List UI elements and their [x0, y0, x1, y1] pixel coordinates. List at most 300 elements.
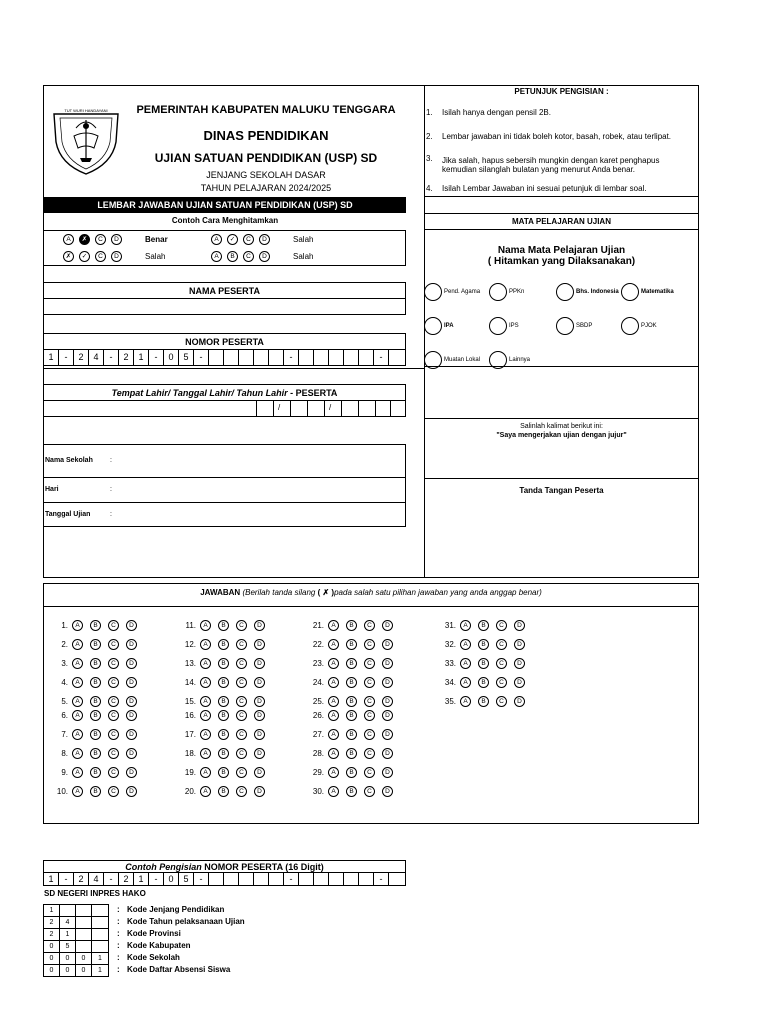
answer-bubble-b[interactable]: B — [218, 748, 229, 759]
answer-bubble-d[interactable]: D — [126, 729, 137, 740]
example-option-d: D — [111, 251, 122, 262]
answer-bubble-c[interactable]: C — [236, 710, 247, 721]
answer-bubble-b[interactable]: B — [218, 677, 229, 688]
answer-question-4 — [50, 677, 144, 688]
answer-bubble-c[interactable]: C — [108, 658, 119, 669]
code-cell: 1 — [98, 955, 102, 962]
subject-pjok[interactable]: PJOK — [621, 317, 657, 335]
answer-bubble-b[interactable]: B — [346, 658, 357, 669]
answer-bubble-d[interactable]: D — [254, 620, 265, 631]
code-cell: 0 — [60, 953, 76, 964]
answer-bubble-d[interactable]: D — [382, 639, 393, 650]
tut-wuri-emblem-icon — [46, 102, 126, 176]
answer-bubble-d[interactable]: D — [382, 729, 393, 740]
answer-bubble-b[interactable]: B — [346, 620, 357, 631]
answer-bubble-c[interactable]: C — [236, 748, 247, 759]
answer-bubble-c[interactable]: C — [108, 710, 119, 721]
subject-matematika[interactable]: Matematika — [621, 283, 674, 301]
answer-bubble-a[interactable]: A — [328, 767, 339, 778]
example-salah-label: Salah — [293, 252, 314, 261]
answer-bubble-d[interactable]: D — [254, 710, 265, 721]
answer-bubble-b[interactable]: B — [90, 677, 101, 688]
participant-number-grid[interactable] — [43, 349, 406, 366]
question-number: 13. — [184, 659, 196, 668]
answer-bubble-a[interactable]: A — [328, 710, 339, 721]
sample-number-cell — [299, 873, 314, 885]
answer-bubble-a[interactable]: A — [460, 677, 471, 688]
number-cell — [209, 350, 224, 365]
number-cell — [224, 350, 239, 365]
answer-bubble-b[interactable]: B — [478, 696, 489, 707]
code-cell — [76, 917, 92, 928]
example-salah-row-1 — [211, 234, 313, 245]
answer-bubble-a[interactable]: A — [460, 639, 471, 650]
sample-number-cell: 1 — [44, 873, 59, 885]
answer-bubble-a[interactable]: A — [328, 786, 339, 797]
answer-bubble-b[interactable]: B — [346, 786, 357, 797]
answer-bubble-b[interactable]: B — [346, 696, 357, 707]
question-number: 34. — [444, 678, 456, 687]
example-option-b-marked: ✗ — [79, 234, 90, 245]
answer-bubble-c[interactable]: C — [108, 677, 119, 688]
question-number: 25. — [312, 697, 324, 706]
birth-cell-line — [290, 401, 291, 416]
subject-bhs-indonesia[interactable]: Bhs. Indonesia — [556, 283, 619, 301]
answer-bubble-d[interactable]: D — [254, 786, 265, 797]
answer-bubble-b[interactable]: B — [90, 696, 101, 707]
sample-title-italic: Contoh Pengisian — [125, 862, 202, 872]
answer-bubble-c[interactable]: C — [108, 620, 119, 631]
subject-bubble[interactable] — [489, 317, 507, 335]
answer-bubble-a[interactable]: A — [72, 710, 83, 721]
answer-bubble-c[interactable]: C — [496, 639, 507, 650]
answer-title — [44, 588, 698, 597]
birth-field[interactable] — [43, 400, 406, 417]
answer-bubble-c[interactable]: C — [364, 677, 375, 688]
sample-number-cell: - — [284, 873, 299, 885]
answer-question-25 — [306, 696, 400, 707]
answer-title-italic-2: pada salah satu pilihan jawaban yang anda anggap benar) — [334, 588, 542, 597]
answer-bubble-c[interactable]: C — [108, 786, 119, 797]
answer-bubble-a[interactable]: A — [200, 639, 211, 650]
answer-bubble-a[interactable]: A — [200, 748, 211, 759]
answer-bubble-d[interactable]: D — [126, 677, 137, 688]
answer-bubble-a[interactable]: A — [200, 620, 211, 631]
answer-bubble-a[interactable]: A — [328, 658, 339, 669]
answer-bubble-c[interactable]: C — [364, 639, 375, 650]
example-salah-row-2 — [63, 251, 165, 262]
answer-bubble-b[interactable]: B — [90, 658, 101, 669]
answer-bubble-d[interactable]: D — [254, 729, 265, 740]
participant-name-field[interactable] — [43, 298, 406, 315]
number-cell — [254, 350, 269, 365]
instruction-text-3: Jika salah, hapus sebersih mungkin dengan karet penghapus kemudian silanglah bulatan yang menurut Anda benar. — [442, 156, 660, 174]
sample-number-cell: 0 — [164, 873, 179, 885]
answer-bubble-a[interactable]: A — [72, 748, 83, 759]
birth-cell-line — [307, 401, 308, 416]
answer-bubble-c[interactable]: C — [496, 658, 507, 669]
answer-bubble-c[interactable]: C — [236, 639, 247, 650]
answer-bubble-c[interactable]: C — [108, 748, 119, 759]
example-option-b-check: ✓ — [227, 234, 238, 245]
answer-question-27 — [306, 729, 400, 740]
code-cell — [60, 905, 76, 916]
answer-bubble-b[interactable]: B — [346, 677, 357, 688]
answer-bubble-c[interactable]: C — [236, 786, 247, 797]
subject-muatan-lokal[interactable]: Muatan Lokal — [424, 351, 480, 369]
example-option-d: D — [259, 234, 270, 245]
answer-bubble-d[interactable]: D — [514, 620, 525, 631]
honesty-separator — [424, 478, 699, 479]
code-cell: 0 — [76, 965, 92, 976]
code-cell — [76, 905, 92, 916]
code-colon: : — [117, 929, 120, 938]
answer-bubble-d[interactable]: D — [254, 767, 265, 778]
answer-bubble-b[interactable]: B — [218, 710, 229, 721]
example-option-c: C — [95, 251, 106, 262]
answer-bubble-d[interactable]: D — [382, 696, 393, 707]
question-number: 20. — [184, 787, 196, 796]
question-number: 1. — [61, 621, 68, 630]
answer-bubble-b[interactable]: B — [218, 620, 229, 631]
answer-bubble-c[interactable]: C — [236, 696, 247, 707]
answer-bubble-c[interactable]: C — [236, 658, 247, 669]
question-number: 19. — [184, 768, 196, 777]
sample-number-cell — [269, 873, 284, 885]
code-label: Kode Kabupaten — [127, 941, 191, 950]
answer-question-33 — [438, 658, 532, 669]
question-number: 14. — [184, 678, 196, 687]
answer-bubble-a[interactable]: A — [72, 729, 83, 740]
birth-label-rest: - PESERTA — [287, 388, 338, 398]
code-colon: : — [117, 905, 120, 914]
answer-bubble-c[interactable]: C — [364, 696, 375, 707]
answer-question-23 — [306, 658, 400, 669]
birth-cell-line — [390, 401, 391, 416]
subject-ppkn[interactable]: PPKn — [489, 283, 524, 301]
answer-bubble-d[interactable]: D — [126, 748, 137, 759]
birth-cell-line — [358, 401, 359, 416]
sample-number-cell: - — [149, 873, 164, 885]
answer-bubble-b[interactable]: B — [478, 620, 489, 631]
answer-bubble-a[interactable]: A — [460, 696, 471, 707]
question-number: 6. — [61, 711, 68, 720]
answer-bubble-c[interactable]: C — [236, 767, 247, 778]
answer-bubble-b[interactable]: B — [90, 729, 101, 740]
sample-number-cell — [239, 873, 254, 885]
answer-bubble-d[interactable]: D — [126, 696, 137, 707]
date-label: Tanggal Ujian — [45, 511, 91, 518]
answer-title-italic-1: (Berilah tanda silang — [242, 588, 316, 597]
sample-number-cell — [254, 873, 269, 885]
code-cell: 1 — [60, 929, 76, 940]
day-label: Hari — [45, 486, 59, 493]
answer-bubble-d[interactable]: D — [126, 620, 137, 631]
example-option-b: B — [227, 251, 238, 262]
answer-question-24 — [306, 677, 400, 688]
answer-bubble-d[interactable]: D — [514, 696, 525, 707]
answer-bubble-b[interactable]: B — [478, 658, 489, 669]
subject-ipa[interactable]: IPA — [424, 317, 454, 335]
instruction-text-4: Isilah Lembar Jawaban ini sesuai petunjuk di lembar soal. — [442, 184, 647, 193]
question-number: 4. — [61, 678, 68, 687]
instruction-separator — [424, 196, 699, 197]
answer-question-11 — [178, 620, 272, 631]
instructions-title: PETUNJUK PENGISIAN : — [514, 87, 609, 96]
answer-bubble-b[interactable]: B — [346, 729, 357, 740]
answer-question-5 — [50, 696, 144, 707]
answer-bubble-a[interactable]: A — [328, 620, 339, 631]
answer-bubble-d[interactable]: D — [126, 639, 137, 650]
subject-pend-agama[interactable]: Pend. Agama — [424, 283, 480, 301]
birth-slash: / — [329, 403, 332, 412]
answer-bubble-d[interactable]: D — [382, 710, 393, 721]
birth-cell-line — [273, 401, 274, 416]
number-cell — [314, 350, 329, 365]
question-number: 9. — [61, 768, 68, 777]
answer-bubble-d[interactable]: D — [254, 677, 265, 688]
answer-bubble-a[interactable]: A — [72, 677, 83, 688]
answer-bubble-b[interactable]: B — [90, 767, 101, 778]
answer-bubble-a[interactable]: A — [200, 696, 211, 707]
right-separator — [424, 418, 699, 419]
example-option-a: A — [211, 251, 222, 262]
number-cell — [269, 350, 284, 365]
instruction-num-3: 3. — [426, 154, 433, 163]
subject-bubble[interactable] — [621, 283, 639, 301]
answer-bubble-d[interactable]: D — [126, 767, 137, 778]
answer-bubble-c[interactable]: C — [364, 710, 375, 721]
answer-bubble-d[interactable]: D — [382, 767, 393, 778]
answer-bubble-a[interactable]: A — [72, 639, 83, 650]
subject-bubble[interactable] — [556, 283, 574, 301]
subject-ips[interactable]: IPS — [489, 317, 519, 335]
answer-bubble-d[interactable]: D — [382, 748, 393, 759]
example-salah-label: Salah — [293, 235, 314, 244]
answer-bubble-d[interactable]: D — [514, 658, 525, 669]
answer-bubble-a[interactable]: A — [72, 658, 83, 669]
subject-bubble[interactable] — [621, 317, 639, 335]
example-option-d: D — [111, 234, 122, 245]
answer-bubble-d[interactable]: D — [514, 639, 525, 650]
answer-bubble-d[interactable]: D — [514, 677, 525, 688]
sample-school-name: SD NEGERI INPRES HAKO — [44, 889, 146, 898]
answer-bubble-a[interactable]: A — [460, 658, 471, 669]
code-cell — [76, 929, 92, 940]
answer-bubble-d[interactable]: D — [126, 658, 137, 669]
question-number: 22. — [312, 640, 324, 649]
sample-number-cell — [329, 873, 344, 885]
answer-bubble-c[interactable]: C — [108, 729, 119, 740]
code-cell — [76, 941, 92, 952]
answer-bubble-b[interactable]: B — [218, 639, 229, 650]
honesty-line-1: Salinlah kalimat berikut ini: — [520, 423, 603, 430]
answer-title-bold: JAWABAN — [200, 588, 241, 597]
answer-bubble-a[interactable]: A — [328, 677, 339, 688]
answer-bubble-b[interactable]: B — [346, 767, 357, 778]
answer-bubble-a[interactable]: A — [328, 696, 339, 707]
signature-label: Tanda Tangan Peserta — [519, 486, 604, 495]
sample-number-cell — [224, 873, 239, 885]
code-cell — [92, 905, 108, 916]
example-option-a: A — [63, 234, 74, 245]
answer-bubble-b[interactable]: B — [218, 786, 229, 797]
answer-bubble-c[interactable]: C — [108, 639, 119, 650]
question-number: 2. — [61, 640, 68, 649]
answer-bubble-c[interactable]: C — [364, 729, 375, 740]
answer-bubble-b[interactable]: B — [218, 767, 229, 778]
subject-bubble[interactable] — [424, 351, 442, 369]
answer-bubble-c[interactable]: C — [236, 729, 247, 740]
sample-number-grid — [43, 872, 406, 886]
government-title: PEMERINTAH KABUPATEN MALUKU TENGGARA — [136, 104, 396, 116]
answer-bubble-a[interactable]: A — [200, 658, 211, 669]
question-number: 32. — [444, 640, 456, 649]
answer-question-26 — [306, 710, 400, 721]
answer-bubble-b[interactable]: B — [218, 696, 229, 707]
code-cell: 0 — [60, 965, 76, 976]
answer-bubble-d[interactable]: D — [254, 748, 265, 759]
answer-bubble-a[interactable]: A — [72, 620, 83, 631]
logo-caption: TUT WURI HANDAYANI — [64, 108, 108, 113]
answer-bubble-d[interactable]: D — [382, 658, 393, 669]
answer-question-9 — [50, 767, 144, 778]
answer-bubble-b[interactable]: B — [90, 748, 101, 759]
code-cell — [92, 941, 108, 952]
answer-bubble-b[interactable]: B — [346, 710, 357, 721]
example-option-c: C — [243, 251, 254, 262]
question-number: 21. — [312, 621, 324, 630]
answer-bubble-b[interactable]: B — [346, 639, 357, 650]
answer-bubble-a[interactable]: A — [328, 639, 339, 650]
school-info-box — [43, 444, 406, 527]
example-option-b-check: ✓ — [79, 251, 90, 262]
code-cell: 0 — [44, 953, 60, 964]
answer-bubble-b[interactable]: B — [218, 729, 229, 740]
subject-bubble[interactable] — [489, 283, 507, 301]
answer-bubble-c[interactable]: C — [364, 620, 375, 631]
answer-bubble-b[interactable]: B — [478, 639, 489, 650]
code-label: Kode Jenjang Pendidikan — [127, 905, 225, 914]
example-option-d: D — [259, 251, 270, 262]
answer-bubble-a[interactable]: A — [200, 710, 211, 721]
subjects-title: MATA PELAJARAN UJIAN — [425, 214, 698, 230]
answer-bubble-a[interactable]: A — [72, 696, 83, 707]
subject-sbdp[interactable]: SBDP — [556, 317, 592, 335]
answer-bubble-c[interactable]: C — [496, 620, 507, 631]
date-colon: : — [110, 511, 112, 518]
question-number: 30. — [312, 787, 324, 796]
code-cell: 2 — [44, 929, 60, 940]
answer-bubble-b[interactable]: B — [90, 620, 101, 631]
answer-bubble-d[interactable]: D — [126, 710, 137, 721]
example-benar-row — [63, 234, 168, 245]
sample-number-cell: - — [374, 873, 389, 885]
answer-bubble-d[interactable]: D — [254, 658, 265, 669]
answer-bubble-c[interactable]: C — [236, 677, 247, 688]
example-option-a-x: ✗ — [63, 251, 74, 262]
number-cell — [329, 350, 344, 365]
answer-bubble-c[interactable]: C — [108, 767, 119, 778]
answer-bubble-c[interactable]: C — [108, 696, 119, 707]
answer-bubble-a[interactable]: A — [200, 677, 211, 688]
subjects-subtitle-2: ( Hitamkan yang Dilaksanakan) — [487, 256, 636, 267]
answer-bubble-a[interactable]: A — [200, 786, 211, 797]
sample-number-cell: - — [104, 873, 119, 885]
answer-question-13 — [178, 658, 272, 669]
level-title: JENJANG SEKOLAH DASAR — [206, 170, 326, 180]
number-cell: - — [149, 350, 164, 365]
example-option-c: C — [243, 234, 254, 245]
answer-bubble-b[interactable]: B — [90, 710, 101, 721]
answer-bubble-c[interactable]: C — [364, 767, 375, 778]
subject-bubble[interactable] — [424, 317, 442, 335]
answer-bubble-a[interactable]: A — [328, 729, 339, 740]
subject-lainnya[interactable]: Lainnya — [489, 351, 530, 369]
answer-bubble-a[interactable]: A — [200, 729, 211, 740]
answer-bubble-a[interactable]: A — [460, 620, 471, 631]
answer-bubble-c[interactable]: C — [364, 658, 375, 669]
answer-bubble-c[interactable]: C — [496, 677, 507, 688]
subject-bubble[interactable] — [424, 283, 442, 301]
answer-bubble-d[interactable]: D — [126, 786, 137, 797]
answer-question-6 — [50, 710, 144, 721]
code-cell: 1 — [44, 905, 60, 916]
subject-bubble[interactable] — [556, 317, 574, 335]
example-salah-row-3 — [211, 251, 313, 262]
subject-bubble[interactable] — [489, 351, 507, 369]
answer-bubble-c[interactable]: C — [496, 696, 507, 707]
answer-bubble-b[interactable]: B — [218, 658, 229, 669]
number-cell — [299, 350, 314, 365]
answer-bubble-d[interactable]: D — [382, 620, 393, 631]
answer-bubble-d[interactable]: D — [254, 639, 265, 650]
answer-bubble-d[interactable]: D — [382, 677, 393, 688]
answer-bubble-b[interactable]: B — [90, 639, 101, 650]
answer-question-8 — [50, 748, 144, 759]
answer-bubble-b[interactable]: B — [346, 748, 357, 759]
answer-bubble-a[interactable]: A — [72, 786, 83, 797]
answer-question-28 — [306, 748, 400, 759]
question-number: 35. — [444, 697, 456, 706]
code-label: Kode Tahun pelaksanaan Ujian — [127, 917, 245, 926]
code-label: Kode Daftar Absensi Siswa — [127, 965, 231, 974]
answer-bubble-c[interactable]: C — [236, 620, 247, 631]
sample-number-cell: - — [59, 873, 74, 885]
answer-bubble-b[interactable]: B — [478, 677, 489, 688]
code-cell: 0 — [76, 953, 92, 964]
code-cell: 1 — [98, 967, 102, 974]
answer-bubble-c[interactable]: C — [364, 786, 375, 797]
answer-bubble-d[interactable]: D — [382, 786, 393, 797]
answer-bubble-a[interactable]: A — [200, 767, 211, 778]
number-cell: 1 — [134, 350, 149, 365]
code-colon: : — [117, 917, 120, 926]
answer-bubble-a[interactable]: A — [328, 748, 339, 759]
school-info-separator-1 — [43, 477, 406, 478]
answer-question-20 — [178, 786, 272, 797]
answer-bubble-b[interactable]: B — [90, 786, 101, 797]
answer-bubble-c[interactable]: C — [364, 748, 375, 759]
example-salah-label: Salah — [145, 252, 166, 261]
answer-question-7 — [50, 729, 144, 740]
birth-slash: / — [278, 403, 281, 412]
answer-bubble-d[interactable]: D — [254, 696, 265, 707]
question-number: 5. — [61, 697, 68, 706]
answer-bubble-a[interactable]: A — [72, 767, 83, 778]
answer-question-35 — [438, 696, 532, 707]
answer-question-30 — [306, 786, 400, 797]
